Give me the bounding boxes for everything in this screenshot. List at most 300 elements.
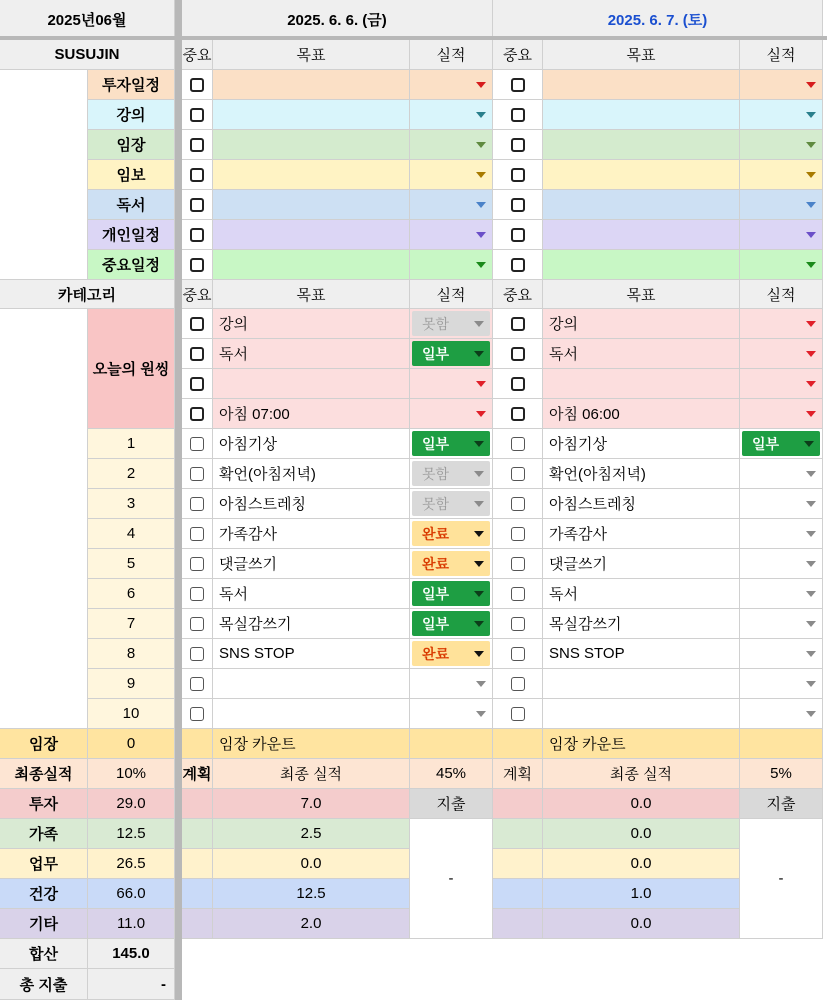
col-header-important: 중요 — [182, 40, 213, 70]
col-header-goal: 목표 — [543, 40, 740, 70]
routine-number: 6 — [88, 579, 175, 609]
checkbox-cell[interactable] — [493, 429, 543, 459]
dropdown-arrow-icon[interactable] — [806, 681, 816, 687]
checkbox-cell[interactable] — [182, 609, 213, 639]
checkbox-cell[interactable] — [493, 130, 543, 160]
col-header-result: 실적 — [410, 280, 493, 309]
status-dropdown[interactable] — [410, 369, 493, 399]
checkbox-cell[interactable] — [493, 549, 543, 579]
checkbox-cell[interactable] — [493, 70, 543, 100]
status-dropdown[interactable] — [410, 579, 493, 609]
status-dropdown[interactable] — [410, 309, 493, 339]
dropdown-arrow-icon[interactable] — [806, 202, 816, 208]
schedule-label: 중요일정 — [88, 250, 175, 280]
checkbox-cell[interactable] — [493, 160, 543, 190]
dropdown-arrow-icon[interactable] — [806, 471, 816, 477]
checkbox[interactable] — [511, 647, 525, 661]
checkbox-cell[interactable] — [182, 160, 213, 190]
routine-goal[interactable]: 댓글쓰기 — [213, 549, 410, 579]
schedule-result-dropdown[interactable] — [740, 100, 823, 130]
checkbox[interactable] — [190, 647, 204, 661]
status-dropdown[interactable] — [410, 339, 493, 369]
checkbox[interactable] — [511, 168, 525, 182]
col-header-goal: 목표 — [213, 280, 410, 309]
category-day2-value: 1.0 — [543, 879, 740, 909]
schedule-goal-input[interactable] — [213, 160, 410, 190]
dropdown-arrow-icon[interactable] — [474, 321, 484, 327]
dropdown-arrow-icon[interactable] — [806, 351, 816, 357]
checkbox-cell[interactable] — [493, 100, 543, 130]
plan-label: 계획 — [182, 759, 213, 789]
checkbox[interactable] — [190, 557, 204, 571]
status-dropdown[interactable] — [410, 669, 493, 699]
checkbox[interactable] — [511, 317, 525, 331]
imjang-count-value — [410, 729, 493, 759]
schedule-label: 독서 — [88, 190, 175, 220]
dropdown-arrow-icon[interactable] — [476, 142, 486, 148]
category-day1-value: 2.5 — [213, 819, 410, 849]
frozen-column-divider[interactable] — [175, 0, 182, 1000]
category-blank-cell — [0, 309, 88, 729]
checkbox-cell[interactable] — [493, 489, 543, 519]
schedule-goal-input[interactable] — [543, 250, 740, 280]
routine-goal[interactable] — [543, 669, 740, 699]
expense-value[interactable]: - — [740, 819, 823, 939]
schedule-result-dropdown[interactable] — [740, 160, 823, 190]
routine-goal[interactable]: 가족감사 — [543, 519, 740, 549]
schedule-result-dropdown[interactable] — [740, 70, 823, 100]
checkbox-cell[interactable] — [493, 609, 543, 639]
one-thing-goal[interactable] — [213, 369, 410, 399]
status-chip[interactable] — [412, 431, 490, 456]
routine-goal[interactable]: 댓글쓰기 — [543, 549, 740, 579]
routine-goal[interactable]: SNS STOP — [543, 639, 740, 669]
status-dropdown[interactable] — [740, 309, 823, 339]
status-chip[interactable] — [412, 611, 490, 636]
category-total: 66.0 — [88, 879, 175, 909]
dropdown-arrow-icon[interactable] — [476, 82, 486, 88]
schedule-result-dropdown[interactable] — [740, 190, 823, 220]
category-total: 12.5 — [88, 819, 175, 849]
schedule-result-dropdown[interactable] — [410, 190, 493, 220]
final-result-header: 최종 실적 — [543, 759, 740, 789]
category-day1-value: 2.0 — [213, 909, 410, 939]
imjang-label: 임장 — [0, 729, 88, 759]
status-dropdown[interactable] — [740, 489, 823, 519]
checkbox-cell[interactable] — [182, 130, 213, 160]
schedule-result-dropdown[interactable] — [740, 130, 823, 160]
status-dropdown[interactable] — [740, 609, 823, 639]
routine-number: 3 — [88, 489, 175, 519]
one-thing-goal[interactable]: 강의 — [213, 309, 410, 339]
checkbox-cell[interactable] — [182, 459, 213, 489]
dropdown-arrow-icon[interactable] — [806, 651, 816, 657]
category-plan — [182, 909, 213, 939]
dropdown-arrow-icon[interactable] — [474, 531, 484, 537]
checkbox[interactable] — [190, 677, 204, 691]
schedule-goal-input[interactable] — [213, 190, 410, 220]
schedule-result-dropdown[interactable] — [740, 250, 823, 280]
routine-goal[interactable]: 목실감쓰기 — [543, 609, 740, 639]
status-dropdown[interactable] — [410, 549, 493, 579]
schedule-goal-input[interactable] — [213, 220, 410, 250]
checkbox[interactable] — [511, 677, 525, 691]
checkbox-cell[interactable] — [493, 339, 543, 369]
one-thing-label: 오늘의 원씽 — [88, 309, 175, 429]
dropdown-arrow-icon[interactable] — [476, 112, 486, 118]
status-dropdown[interactable] — [410, 489, 493, 519]
total-expense-label: 총 지출 — [0, 969, 88, 1000]
status-chip-label: 일부 — [422, 435, 450, 452]
status-dropdown[interactable] — [740, 339, 823, 369]
category-plan — [493, 789, 543, 819]
dropdown-arrow-icon[interactable] — [806, 142, 816, 148]
checkbox-cell[interactable] — [493, 190, 543, 220]
checkbox[interactable] — [511, 497, 525, 511]
checkbox[interactable] — [511, 108, 525, 122]
category-name: 건강 — [0, 879, 88, 909]
status-dropdown[interactable] — [740, 519, 823, 549]
schedule-goal-input[interactable] — [543, 100, 740, 130]
checkbox-cell[interactable] — [182, 339, 213, 369]
status-chip[interactable] — [412, 581, 490, 606]
col-header-result: 실적 — [410, 40, 493, 70]
checkbox[interactable] — [511, 78, 525, 92]
checkbox[interactable] — [511, 198, 525, 212]
schedule-result-dropdown[interactable] — [410, 130, 493, 160]
checkbox[interactable] — [190, 527, 204, 541]
total-expense-value: - — [88, 969, 175, 1000]
status-chip[interactable] — [412, 521, 490, 546]
status-chip[interactable] — [412, 491, 490, 516]
checkbox-cell[interactable] — [493, 669, 543, 699]
routine-number: 9 — [88, 669, 175, 699]
routine-goal[interactable] — [543, 699, 740, 729]
checkbox-cell[interactable] — [493, 369, 543, 399]
schedule-goal-input[interactable] — [543, 160, 740, 190]
routine-goal[interactable]: 아침기상 — [543, 429, 740, 459]
checkbox-cell[interactable] — [182, 699, 213, 729]
one-thing-goal[interactable]: 아침 07:00 — [213, 399, 410, 429]
checkbox-cell[interactable] — [493, 519, 543, 549]
col-header-important: 중요 — [493, 280, 543, 309]
checkbox[interactable] — [511, 617, 525, 631]
checkbox[interactable] — [511, 557, 525, 571]
day2-date-header: 2025. 6. 7. (토) — [493, 0, 823, 40]
checkbox-cell[interactable] — [493, 309, 543, 339]
routine-goal[interactable]: 목실감쓰기 — [213, 609, 410, 639]
dropdown-arrow-icon[interactable] — [474, 471, 484, 477]
checkbox-cell[interactable] — [493, 699, 543, 729]
dropdown-arrow-icon[interactable] — [806, 531, 816, 537]
routine-goal[interactable]: 독서 — [213, 579, 410, 609]
col-header-goal: 목표 — [213, 40, 410, 70]
status-chip[interactable] — [742, 431, 820, 456]
checkbox[interactable] — [190, 467, 204, 481]
dropdown-arrow-icon[interactable] — [474, 591, 484, 597]
checkbox[interactable] — [511, 258, 525, 272]
schedule-label: 임보 — [88, 160, 175, 190]
routine-goal[interactable]: 확언(아침저녁) — [543, 459, 740, 489]
dropdown-arrow-icon[interactable] — [806, 411, 816, 417]
status-dropdown[interactable] — [740, 399, 823, 429]
schedule-result-dropdown[interactable] — [410, 70, 493, 100]
schedule-goal-input[interactable] — [543, 70, 740, 100]
checkbox[interactable] — [190, 78, 204, 92]
checkbox-cell[interactable] — [182, 369, 213, 399]
category-total: 29.0 — [88, 789, 175, 819]
routine-number: 1 — [88, 429, 175, 459]
final-result-header: 최종 실적 — [213, 759, 410, 789]
checkbox-cell[interactable] — [493, 250, 543, 280]
schedule-goal-input[interactable] — [543, 130, 740, 160]
status-chip[interactable] — [412, 641, 490, 666]
checkbox[interactable] — [190, 168, 204, 182]
category-day1-value: 0.0 — [213, 849, 410, 879]
checkbox[interactable] — [190, 347, 204, 361]
schedule-result-dropdown[interactable] — [410, 250, 493, 280]
schedule-goal-input[interactable] — [543, 190, 740, 220]
dropdown-arrow-icon[interactable] — [474, 351, 484, 357]
checkbox[interactable] — [190, 407, 204, 421]
status-dropdown[interactable] — [740, 669, 823, 699]
checkbox-cell[interactable] — [182, 639, 213, 669]
dropdown-arrow-icon[interactable] — [806, 112, 816, 118]
status-dropdown[interactable] — [740, 579, 823, 609]
dropdown-arrow-icon[interactable] — [806, 82, 816, 88]
checkbox-cell[interactable] — [493, 220, 543, 250]
routine-goal[interactable] — [213, 699, 410, 729]
col-header-result: 실적 — [740, 40, 823, 70]
dropdown-arrow-icon[interactable] — [806, 321, 816, 327]
status-chip[interactable] — [412, 341, 490, 366]
status-dropdown[interactable] — [410, 429, 493, 459]
status-chip[interactable] — [412, 311, 490, 336]
dropdown-arrow-icon[interactable] — [476, 232, 486, 238]
checkbox[interactable] — [190, 138, 204, 152]
checkbox[interactable] — [190, 497, 204, 511]
routine-number: 7 — [88, 609, 175, 639]
dropdown-arrow-icon[interactable] — [476, 681, 486, 687]
routine-number: 4 — [88, 519, 175, 549]
routine-goal[interactable]: 확언(아침저녁) — [213, 459, 410, 489]
checkbox-cell[interactable] — [182, 669, 213, 699]
dropdown-arrow-icon[interactable] — [806, 501, 816, 507]
dropdown-arrow-icon[interactable] — [476, 172, 486, 178]
routine-number: 2 — [88, 459, 175, 489]
schedule-goal-input[interactable] — [213, 70, 410, 100]
routine-goal[interactable]: 아침기상 — [213, 429, 410, 459]
status-dropdown[interactable] — [740, 459, 823, 489]
checkbox[interactable] — [190, 317, 204, 331]
dropdown-arrow-icon[interactable] — [806, 381, 816, 387]
expense-value[interactable]: - — [410, 819, 493, 939]
checkbox-cell[interactable] — [182, 519, 213, 549]
day1-date-header: 2025. 6. 6. (금) — [182, 0, 493, 40]
one-thing-goal[interactable]: 독서 — [543, 339, 740, 369]
dropdown-arrow-icon[interactable] — [806, 561, 816, 567]
status-chip[interactable] — [412, 551, 490, 576]
routine-goal[interactable]: 아침스트레칭 — [543, 489, 740, 519]
checkbox-cell[interactable] — [182, 100, 213, 130]
checkbox[interactable] — [190, 258, 204, 272]
col-header-goal: 목표 — [543, 280, 740, 309]
day1-final-percent: 45% — [410, 759, 493, 789]
dropdown-arrow-icon[interactable] — [474, 501, 484, 507]
category-plan — [493, 879, 543, 909]
schedule-label: 임장 — [88, 130, 175, 160]
dropdown-arrow-icon[interactable] — [476, 411, 486, 417]
category-name: 기타 — [0, 909, 88, 939]
dropdown-arrow-icon[interactable] — [474, 441, 484, 447]
checkbox-cell[interactable] — [493, 459, 543, 489]
category-header: 카테고리 — [0, 280, 175, 309]
col-header-important: 중요 — [493, 40, 543, 70]
dropdown-arrow-icon[interactable] — [476, 381, 486, 387]
checkbox-cell[interactable] — [182, 579, 213, 609]
status-dropdown[interactable] — [740, 699, 823, 729]
status-chip-label: 완료 — [422, 555, 450, 572]
status-dropdown[interactable] — [740, 369, 823, 399]
schedule-result-dropdown[interactable] — [410, 100, 493, 130]
checkbox-cell[interactable] — [182, 399, 213, 429]
status-chip-label: 완료 — [422, 645, 450, 662]
checkbox[interactable] — [190, 377, 204, 391]
status-chip-label: 못함 — [422, 465, 450, 482]
checkbox[interactable] — [190, 707, 204, 721]
status-chip-label: 못함 — [422, 495, 450, 512]
category-total: 26.5 — [88, 849, 175, 879]
routine-number: 10 — [88, 699, 175, 729]
status-dropdown[interactable] — [740, 549, 823, 579]
dropdown-arrow-icon[interactable] — [806, 621, 816, 627]
status-chip-label: 일부 — [422, 345, 450, 362]
checkbox[interactable] — [190, 437, 204, 451]
checkbox-cell[interactable] — [182, 309, 213, 339]
checkbox-cell[interactable] — [182, 220, 213, 250]
checkbox[interactable] — [511, 467, 525, 481]
plan-label: 계획 — [493, 759, 543, 789]
one-thing-goal[interactable]: 독서 — [213, 339, 410, 369]
status-chip-label: 못함 — [422, 315, 450, 332]
checkbox-cell[interactable] — [182, 429, 213, 459]
checkbox-cell[interactable] — [493, 399, 543, 429]
day2-final-percent: 5% — [740, 759, 823, 789]
checkbox[interactable] — [511, 587, 525, 601]
checkbox-cell[interactable] — [182, 549, 213, 579]
category-plan — [182, 789, 213, 819]
expense-label: 지출 — [410, 789, 493, 819]
checkbox-cell[interactable] — [182, 250, 213, 280]
checkbox-cell[interactable] — [493, 639, 543, 669]
one-thing-goal[interactable]: 아침 06:00 — [543, 399, 740, 429]
dropdown-arrow-icon[interactable] — [806, 262, 816, 268]
dropdown-arrow-icon[interactable] — [474, 561, 484, 567]
checkbox[interactable] — [190, 228, 204, 242]
checkbox[interactable] — [511, 527, 525, 541]
status-dropdown[interactable] — [410, 699, 493, 729]
category-total: 11.0 — [88, 909, 175, 939]
status-chip-label: 일부 — [422, 585, 450, 602]
dropdown-arrow-icon[interactable] — [806, 232, 816, 238]
status-dropdown[interactable] — [740, 429, 823, 459]
checkbox-cell[interactable] — [182, 489, 213, 519]
schedule-result-dropdown[interactable] — [410, 220, 493, 250]
checkbox-cell[interactable] — [182, 190, 213, 220]
checkbox-cell[interactable] — [182, 70, 213, 100]
routine-goal[interactable]: SNS STOP — [213, 639, 410, 669]
checkbox[interactable] — [190, 198, 204, 212]
checkbox[interactable] — [511, 228, 525, 242]
routine-goal[interactable]: 아침스트레칭 — [213, 489, 410, 519]
status-dropdown[interactable] — [410, 639, 493, 669]
checkbox[interactable] — [511, 437, 525, 451]
final-result-label: 최종실적 — [0, 759, 88, 789]
checkbox[interactable] — [190, 617, 204, 631]
sum-label: 합산 — [0, 939, 88, 969]
status-chip-label: 일부 — [422, 615, 450, 632]
schedule-label: 투자일정 — [88, 70, 175, 100]
one-thing-goal[interactable]: 강의 — [543, 309, 740, 339]
dropdown-arrow-icon[interactable] — [476, 202, 486, 208]
routine-goal[interactable]: 가족감사 — [213, 519, 410, 549]
category-plan — [182, 879, 213, 909]
schedule-goal-input[interactable] — [213, 250, 410, 280]
dropdown-arrow-icon[interactable] — [806, 172, 816, 178]
routine-goal[interactable]: 독서 — [543, 579, 740, 609]
category-day2-value: 0.0 — [543, 819, 740, 849]
schedule-result-dropdown[interactable] — [740, 220, 823, 250]
checkbox[interactable] — [190, 108, 204, 122]
dropdown-arrow-icon[interactable] — [476, 711, 486, 717]
one-thing-goal[interactable] — [543, 369, 740, 399]
imjang-value: 0 — [88, 729, 175, 759]
dropdown-arrow-icon[interactable] — [474, 651, 484, 657]
category-day2-value: 0.0 — [543, 849, 740, 879]
status-dropdown[interactable] — [410, 609, 493, 639]
dropdown-arrow-icon[interactable] — [474, 621, 484, 627]
status-dropdown[interactable] — [740, 639, 823, 669]
category-day2-value: 0.0 — [543, 789, 740, 819]
dropdown-arrow-icon[interactable] — [804, 441, 814, 447]
checkbox[interactable] — [511, 707, 525, 721]
category-plan — [493, 849, 543, 879]
checkbox-cell[interactable] — [493, 579, 543, 609]
checkbox[interactable] — [190, 587, 204, 601]
checkbox[interactable] — [511, 407, 525, 421]
checkbox[interactable] — [511, 377, 525, 391]
checkbox[interactable] — [511, 138, 525, 152]
schedule-goal-input[interactable] — [543, 220, 740, 250]
routine-goal[interactable] — [213, 669, 410, 699]
routine-number: 8 — [88, 639, 175, 669]
schedule-goal-input[interactable] — [213, 130, 410, 160]
status-dropdown[interactable] — [410, 399, 493, 429]
checkbox[interactable] — [511, 347, 525, 361]
dropdown-arrow-icon[interactable] — [806, 711, 816, 717]
dropdown-arrow-icon[interactable] — [806, 591, 816, 597]
status-dropdown[interactable] — [410, 459, 493, 489]
category-name: 업무 — [0, 849, 88, 879]
month-header: 2025년06월 — [0, 0, 175, 40]
schedule-label: 개인일정 — [88, 220, 175, 250]
schedule-result-dropdown[interactable] — [410, 160, 493, 190]
status-chip[interactable] — [412, 461, 490, 486]
dropdown-arrow-icon[interactable] — [476, 262, 486, 268]
status-dropdown[interactable] — [410, 519, 493, 549]
category-plan — [182, 849, 213, 879]
schedule-goal-input[interactable] — [213, 100, 410, 130]
